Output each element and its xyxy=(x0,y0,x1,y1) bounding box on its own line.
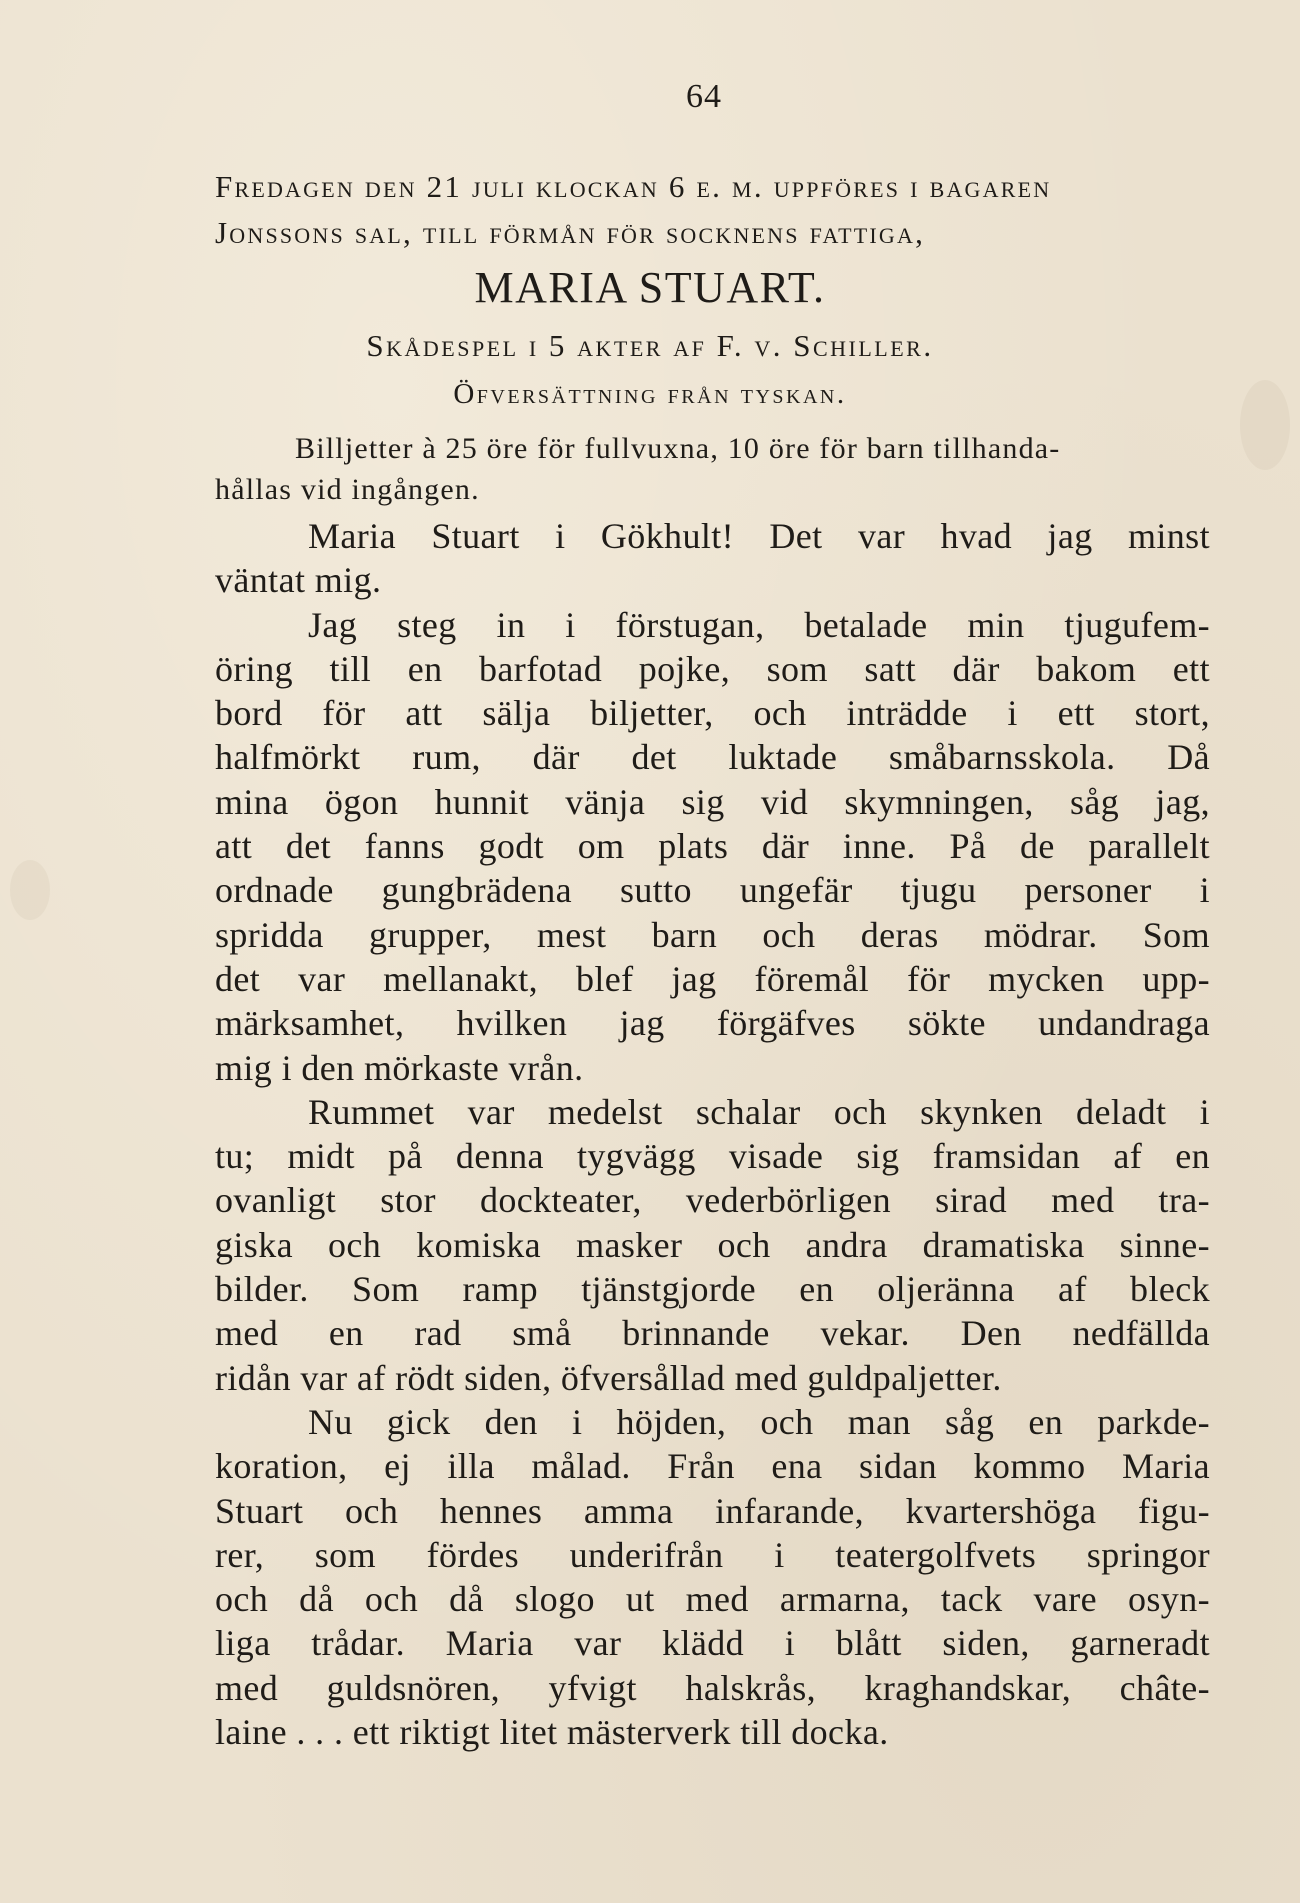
text-line: rer, som fördes underifrån i teatergolfvets springor xyxy=(215,1534,1210,1575)
text-line: väntat mig. xyxy=(215,560,382,601)
ticket-line-1: Billjetter à 25 öre för fullvuxna, 10 öre för barn tillhanda- xyxy=(295,432,1061,465)
ticket-line-2: hållas vid ingången. xyxy=(215,473,480,506)
text-line: Jag steg in i förstugan, betalade min tjugufem- xyxy=(308,604,1210,645)
page-number: 64 xyxy=(686,78,722,115)
text-line: mig i den mörkaste vrån. xyxy=(215,1047,584,1088)
text-line: Nu gick den i höjden, och man såg en parkde- xyxy=(308,1401,1210,1442)
notice-line-1: Fredagen den 21 juli klockan 6 e. m. uppföres i bagaren xyxy=(215,169,1052,204)
text-line: Stuart och hennes amma infarande, kvartershöga figu- xyxy=(215,1490,1210,1531)
performance-notice xyxy=(215,164,1210,256)
ticket-info xyxy=(215,428,1215,510)
text-line: det var mellanakt, blef jag föremål för mycken upp- xyxy=(215,958,1210,999)
text-line: laine . . . ett riktigt litet mästerverk till docka. xyxy=(215,1712,889,1753)
text-line: öring till en barfotad pojke, som satt där bakom ett xyxy=(215,648,1210,689)
text-line: med en rad små brinnande vekar. Den nedfällda xyxy=(215,1313,1210,1354)
text-line: ridån var af rödt siden, öfversållad med guldpaljetter. xyxy=(215,1357,1002,1398)
text-line: och då och då slogo ut med armarna, tack vare osyn- xyxy=(215,1579,1210,1620)
translation-note: Öfversättning från tyskan. xyxy=(453,378,847,410)
text-line: med guldsnören, yfvigt halskrås, kraghandskar, châte- xyxy=(215,1667,1210,1708)
text-line: mina ögon hunnit vänja sig vid skymningen, såg jag, xyxy=(215,781,1210,822)
paper-stain xyxy=(10,860,50,920)
text-line: Rummet var medelst schalar och skynken deladt i xyxy=(308,1091,1210,1132)
text-line: ovanligt stor dockteater, vederbörligen sirad med tra- xyxy=(215,1180,1210,1221)
play-title: MARIA STUART. xyxy=(474,263,826,312)
text-line: märksamhet, hvilken jag förgäfves sökte undandraga xyxy=(215,1003,1210,1044)
text-line: Maria Stuart i Gökhult! Det var hvad jag minst xyxy=(308,516,1210,556)
text-line: ordnade gungbrädena sutto ungefär tjugu personer i xyxy=(215,870,1210,911)
text-line: giska och komiska masker och andra dramatiska sinne- xyxy=(215,1224,1210,1265)
text-line: liga trådar. Maria var klädd i blått siden, garneradt xyxy=(215,1623,1210,1664)
text-line: tu; midt på denna tygvägg visade sig framsidan af en xyxy=(215,1136,1210,1177)
text-line: halfmörkt rum, där det luktade småbarnsskola. Då xyxy=(215,737,1210,778)
text-line: att det fanns godt om plats där inne. På de parallelt xyxy=(215,826,1210,867)
notice-line-2: Jonssons sal, till förmån för socknens fattiga, xyxy=(215,215,926,250)
body-text xyxy=(215,514,1210,1754)
text-line: bilder. Som ramp tjänstgjorde en oljeränna af bleck xyxy=(215,1269,1210,1310)
play-subtitle: Skådespel i 5 akter af F. v. Schiller. xyxy=(366,328,934,363)
text-line: bord för att sälja biljetter, och inträdde i ett stort, xyxy=(215,693,1210,734)
text-line: spridda grupper, mest barn och deras mödrar. Som xyxy=(215,914,1210,955)
text-line: koration, ej illa målad. Från ena sidan kommo Maria xyxy=(215,1446,1210,1487)
